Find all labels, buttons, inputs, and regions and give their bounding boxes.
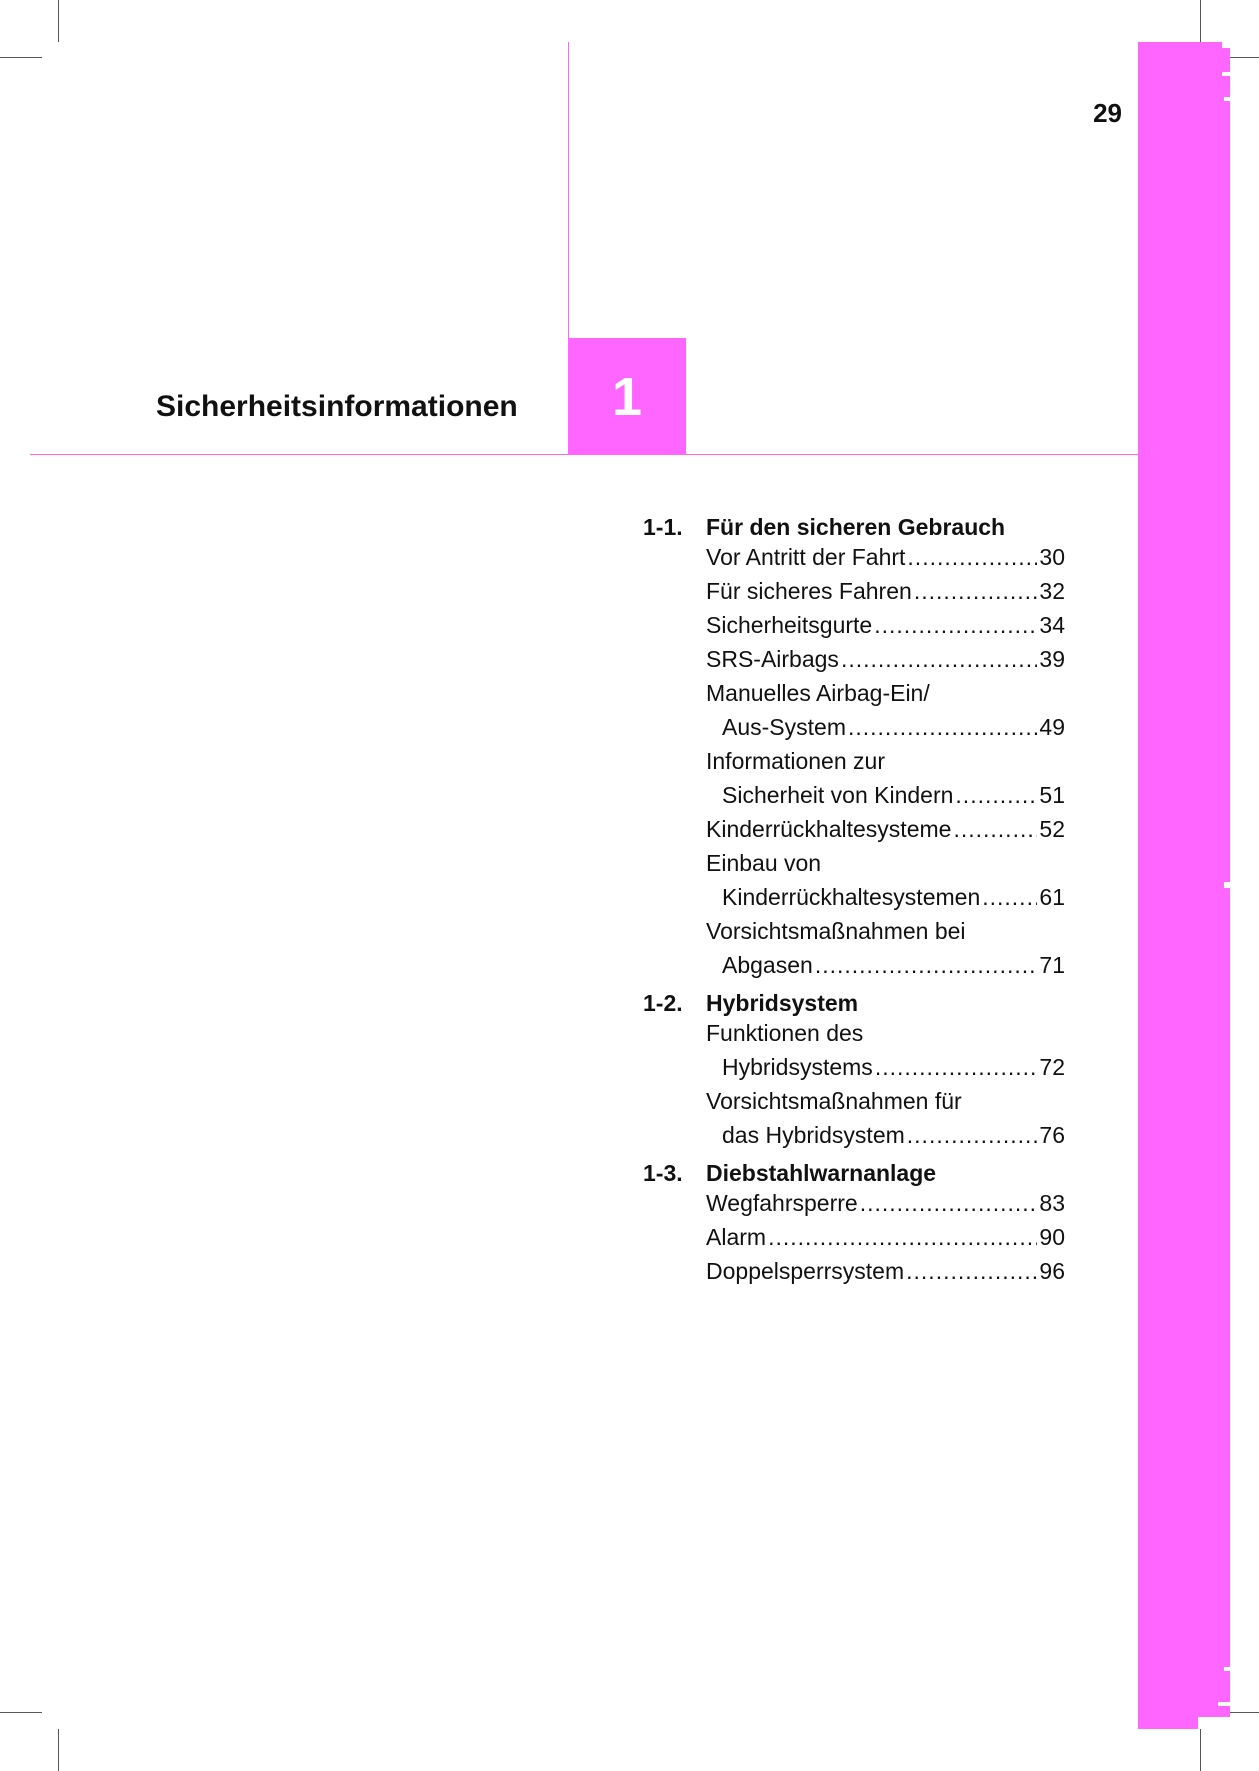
toc-entry-page: 61: [1039, 884, 1065, 910]
toc-section-heading[interactable]: [643, 510, 1065, 544]
toc-entry-label-line1: Funktionen des: [706, 1020, 864, 1046]
dot-leader: [982, 884, 1037, 911]
toc-entry[interactable]: [706, 1224, 1065, 1258]
toc-entry-label: Abgasen: [722, 952, 813, 978]
toc-entry-label-line1: Einbau von: [706, 850, 822, 876]
dot-leader: [874, 612, 1037, 639]
toc-entry-page: 96: [1039, 1258, 1065, 1284]
toc-entry-label: Sicherheit von Kindern: [722, 782, 954, 808]
toc-entry[interactable]: [706, 680, 1065, 748]
toc-entry-label: Kinderrückhaltesystemen: [722, 884, 981, 910]
dot-leader: [906, 1258, 1037, 1285]
dot-leader: [955, 782, 1037, 809]
toc-entry-page: 32: [1039, 578, 1065, 604]
tab-notch: [1224, 882, 1230, 888]
toc-entry-page: 49: [1039, 714, 1065, 740]
toc-entry[interactable]: [706, 748, 1065, 816]
toc-entry-page: 90: [1039, 1224, 1065, 1250]
toc-section-heading[interactable]: [643, 986, 1065, 1020]
toc-entry[interactable]: [706, 850, 1065, 918]
dot-leader: [953, 816, 1037, 843]
toc-entry[interactable]: [706, 544, 1065, 578]
toc-section-heading[interactable]: [643, 1156, 1065, 1190]
toc-entry-label-line1: Vorsichtsmaßnahmen bei: [706, 918, 966, 944]
toc-entry-label: Kinderrückhaltesysteme: [706, 816, 952, 842]
toc-entry-label: Doppelsperrsystem: [706, 1258, 905, 1284]
crop-mark: [1200, 1729, 1201, 1771]
toc-entry[interactable]: [706, 1088, 1065, 1156]
toc-section-number: 1-3.: [643, 1159, 683, 1186]
toc-entry[interactable]: [706, 612, 1065, 646]
toc-entry-page: 52: [1039, 816, 1065, 842]
tab-notch: [1222, 42, 1230, 48]
toc-entry-label-line1: Manuelles Airbag-Ein/: [706, 680, 930, 706]
toc-section-number: 1-2.: [643, 989, 683, 1016]
dot-leader: [907, 544, 1037, 571]
toc-entry[interactable]: [706, 1190, 1065, 1224]
toc-entry-page: 51: [1039, 782, 1065, 808]
chapter-thumb-tab: [1138, 42, 1230, 1729]
chapter-number-box: [568, 338, 686, 455]
chapter-number: 1: [611, 367, 643, 427]
toc-entry-page: 71: [1039, 952, 1065, 978]
header-vertical-rule: [568, 42, 569, 338]
dot-leader: [907, 1122, 1038, 1149]
toc-entry-label-line1: Vorsichtsmaßnahmen für: [706, 1088, 962, 1114]
tab-notch: [1224, 97, 1230, 101]
toc-entry-label: Für sicheres Fahren: [706, 578, 912, 604]
tab-notch: [1222, 72, 1230, 76]
toc-entry-page: 39: [1039, 646, 1065, 672]
toc-entry[interactable]: [706, 1020, 1065, 1088]
dot-leader: [815, 952, 1038, 979]
dot-leader: [841, 646, 1037, 673]
toc-entry[interactable]: [706, 646, 1065, 680]
toc-entry[interactable]: [706, 1258, 1065, 1292]
toc-entry-label: Aus-System: [722, 714, 846, 740]
toc-section-number: 1-1.: [643, 513, 683, 540]
dot-leader: [848, 714, 1037, 741]
toc-section-title: Hybridsystem: [706, 989, 859, 1016]
crop-mark: [0, 57, 42, 58]
table-of-contents: [643, 510, 1065, 1292]
page-number: 29: [1093, 98, 1122, 128]
toc-entry-page: 76: [1039, 1122, 1065, 1148]
toc-section-title: Diebstahlwarnanlage: [706, 1159, 937, 1186]
toc-section-title: Für den sicheren Gebrauch: [706, 513, 1006, 540]
dot-leader: [768, 1224, 1037, 1251]
crop-mark: [58, 1729, 59, 1771]
crop-mark: [1200, 0, 1201, 42]
toc-entry[interactable]: [706, 918, 1065, 986]
tab-notch: [1218, 1702, 1230, 1706]
crop-mark: [58, 0, 59, 42]
toc-entry-page: 72: [1039, 1054, 1065, 1080]
toc-entry-page: 30: [1039, 544, 1065, 570]
crop-mark: [0, 1712, 42, 1713]
toc-entry-label: Vor Antritt der Fahrt: [706, 544, 906, 570]
dot-leader: [860, 1190, 1038, 1217]
tab-notch: [1224, 1667, 1230, 1671]
chapter-title: Sicherheitsinformationen: [156, 390, 518, 423]
toc-entry-page: 83: [1039, 1190, 1065, 1216]
toc-entry-page: 34: [1039, 612, 1065, 638]
toc-entry[interactable]: [706, 578, 1065, 612]
toc-entry-label: Sicherheitsgurte: [706, 612, 873, 638]
dot-leader: [875, 1054, 1038, 1081]
toc-section: [643, 1156, 1065, 1292]
toc-entry-label: Alarm: [706, 1224, 767, 1250]
tab-notch: [1198, 1717, 1230, 1729]
toc-entry-label: Wegfahrsperre: [706, 1190, 858, 1216]
dot-leader: [914, 578, 1038, 605]
toc-section: [643, 986, 1065, 1156]
toc-section: [643, 510, 1065, 986]
toc-entry-label: SRS-Airbags: [706, 646, 839, 672]
toc-entry-label: das Hybridsystem: [722, 1122, 905, 1148]
toc-entry[interactable]: [706, 816, 1065, 850]
toc-entry-label: Hybridsystems: [722, 1054, 873, 1080]
toc-entry-label-line1: Informationen zur: [706, 748, 885, 774]
